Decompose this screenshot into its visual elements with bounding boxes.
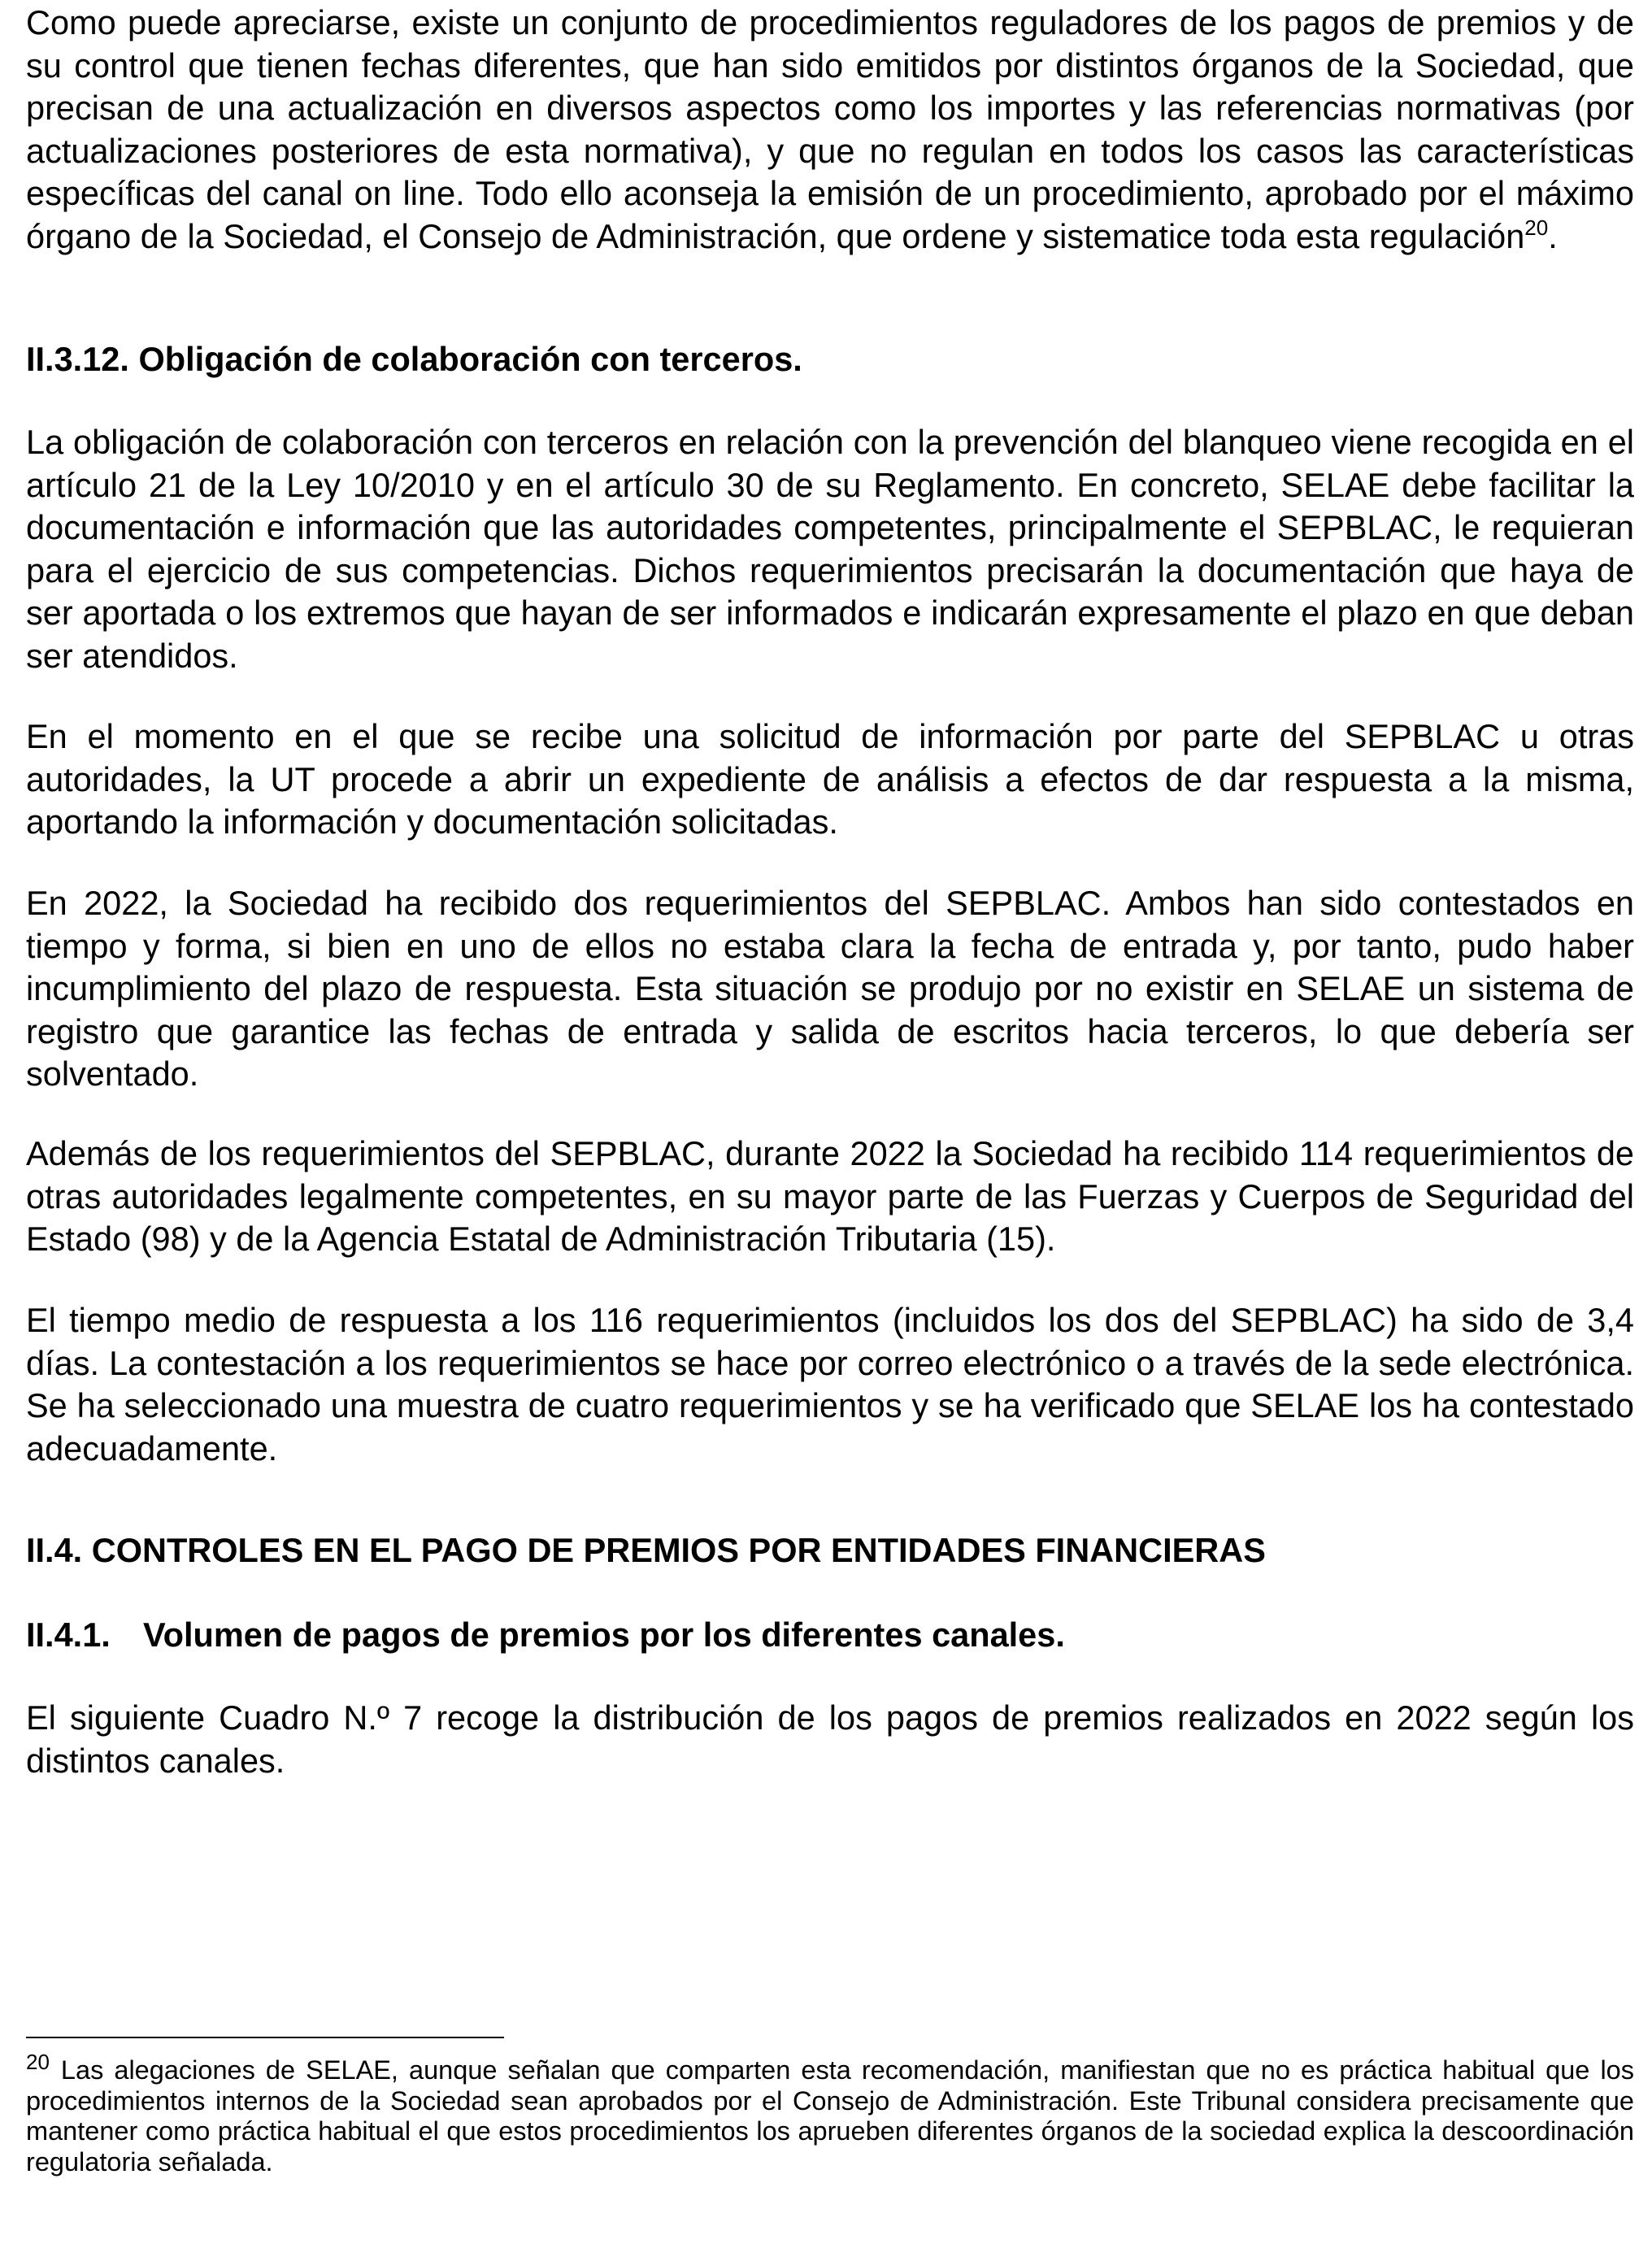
section-heading-controles: II.4. CONTROLES EN EL PAGO DE PREMIOS POR ENTIDADES FINANCIERAS [26, 1531, 1266, 1569]
footnote-reference[interactable]: 20 [1524, 215, 1549, 240]
footnote-text: Las alegaciones de SELAE, aunque señalan que comparten esta recomendación, manifiestan que no es práctica habitual que los procedimientos internos de la Sociedad sean aprobados por el Consejo de Administración. Este Tribunal considera precisamente que mantener como práctica habitual el que estos procedimientos los aprueben diferentes órganos de la sociedad explica la descoordinación regulatoria señalada. [26, 2055, 1634, 2177]
paragraph-procedimientos [26, 2, 1634, 258]
section-number: II.4.1. [26, 1616, 111, 1654]
paragraph-tiempo-respuesta: El tiempo medio de respuesta a los 116 requerimientos (incluidos los dos del SEPBLAC) ha sido de 3,4 días. La contestación a los requerimientos se hace por correo electrónico o a través de la sede electrónica. Se ha seleccionado una muestra de cuatro requerimientos y se ha verificado que SELAE los ha contestado adecuadamente. [26, 1301, 1634, 1468]
paragraph-requerimientos-2022: En 2022, la Sociedad ha recibido dos requerimientos del SEPBLAC. Ambos han sido contestados en tiempo y forma, si bien en uno de ellos no estaba clara la fecha de entrada y, por tanto, pudo haber incumplimiento del plazo de respuesta. Esta situación se produjo por no existir en SELAE un sistema de registro que garantice las fechas de entrada y salida de escritos hacia terceros, lo que debería ser solventado. [26, 884, 1634, 1093]
section-heading-volumen [26, 1614, 1065, 1657]
section-title: Obligación de colaboración con terceros. [138, 340, 802, 378]
paragraph-solicitud: En el momento en el que se recibe una solicitud de información por parte del SEPBLAC u otras autoridades, la UT procede a abrir un expediente de análisis a efectos de dar respuesta a la misma, aportando la información y documentación solicitadas. [26, 717, 1634, 841]
footnote-separator [26, 2037, 504, 2038]
paragraph-cuadro-7: El siguiente Cuadro N.º 7 recoge la distribución de los pagos de premios realizados en 2022 según los distintos canales. [26, 1698, 1634, 1780]
paragraph-end: . [1548, 216, 1558, 255]
section-heading-colaboracion [26, 338, 802, 381]
paragraph-otras-autoridades: Además de los requerimientos del SEPBLAC, durante 2022 la Sociedad ha recibido 114 requerimientos de otras autoridades legalmente competentes, en su mayor parte de las Fuerzas y Cuerpos de Seguridad del Estado (98) y de la Agencia Estatal de Administración Tributaria (15). [26, 1134, 1634, 1258]
footnote [26, 2050, 1634, 2177]
footnote-number: 20 [26, 2050, 50, 2074]
paragraph-obligacion: La obligación de colaboración con terceros en relación con la prevención del blanqueo viene recogida en el artículo 21 de la Ley 10/2010 y en el artículo 30 de su Reglamento. En concreto, SELAE debe facilitar la documentación e información que las autoridades competentes, principalmente el SEPBLAC, le requieran para el ejercicio de sus competencias. Dichos requerimientos precisarán la documentación que haya de ser aportada o los extremos que hayan de ser informados e indicarán expresamente el plazo en que deban ser atendidos. [26, 423, 1634, 675]
section-number: II.3.12. [26, 340, 129, 378]
section-title: Volumen de pagos de premios por los diferentes canales. [143, 1616, 1065, 1654]
paragraph-text: Como puede apreciarse, existe un conjunto de procedimientos reguladores de los pagos de premios y de su control que tienen fechas diferentes, que han sido emitidos por distintos órganos de la Sociedad, que precisan de una actualización en diversos aspectos como los importes y las referencias normativas (por actualizaciones posteriores de esta normativa), y que no regulan en todos los casos las características específicas del canal on line. Todo ello aconseja la emisión de un procedimiento, aprobado por el máximo órgano de la Sociedad, el Consejo de Administración, que ordene y sistematice toda esta regulación [26, 3, 1634, 255]
